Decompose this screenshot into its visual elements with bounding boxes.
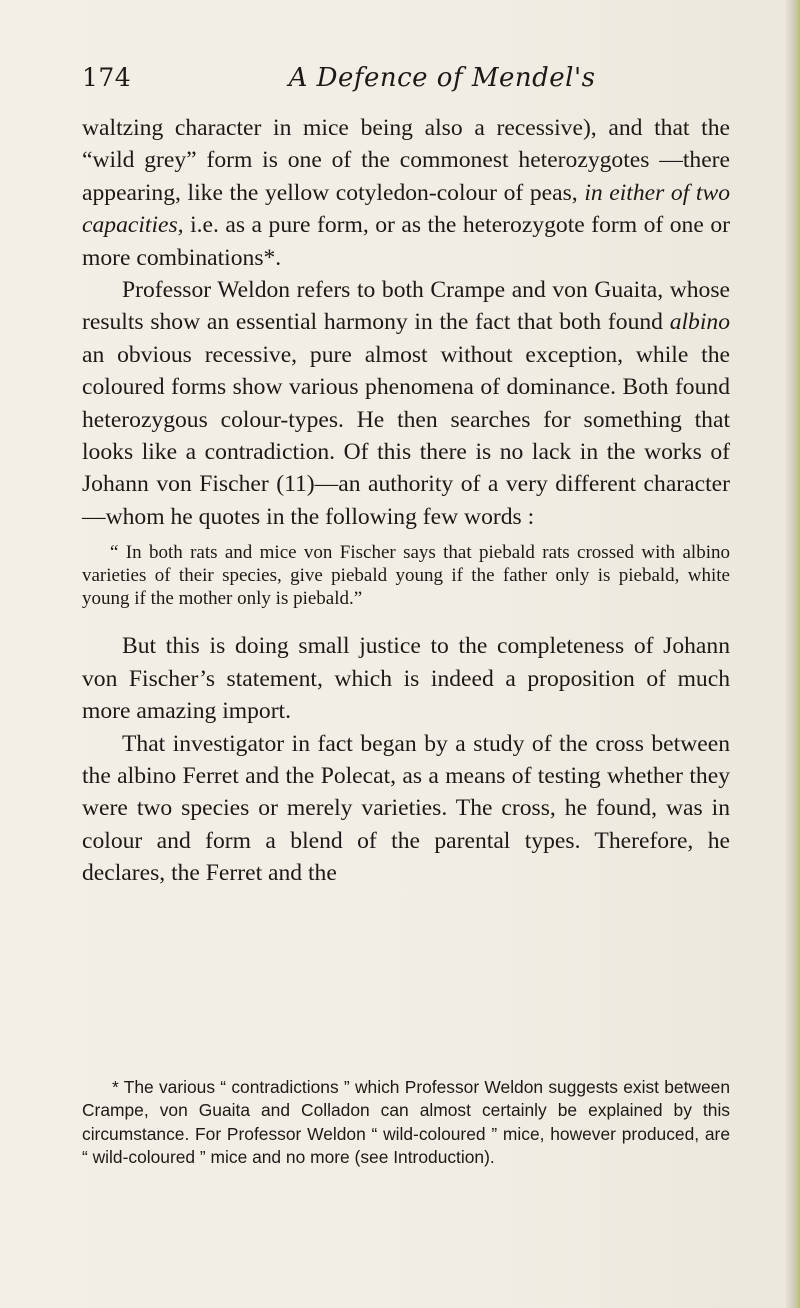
- block-quote: “ In both rats and mice von Fischer says that piebald rats crossed with albino varieties of their species, give piebald young if the father only is piebald, white young if the mother only is piebald.”: [82, 542, 730, 610]
- paragraph-1-emphasis: in either of two capacities,: [82, 179, 730, 239]
- footnote: [82, 1076, 730, 1170]
- page-edge: [786, 0, 800, 1308]
- page-header: [82, 60, 722, 100]
- paragraph-2-emphasis: albino: [669, 309, 730, 336]
- paragraph-4: That investigator in fact began by a study of the cross between the albino Ferret and the Polecat, as a means of testing whether they were two species or merely varieties. The cross, he found, was in colour and form a blend of the parental types. Therefore, he declares, the Ferret and the: [82, 730, 730, 887]
- paragraph-3: But this is doing small justice to the completeness of Johann von Fischer’s statement, which is indeed a proposition of much more amazing import.: [82, 633, 730, 725]
- running-title: A Defence of Mendel's: [288, 63, 596, 93]
- paragraph-1-text-a: waltzing character in mice being also a recessive), and that the “wild grey” form is one of the commonest heterozygotes —there appearing, like the yellow cotyledon-colour of peas,: [82, 115, 730, 206]
- page-number: 174: [82, 63, 132, 92]
- paragraph-1-text-b: i.e. as a pure form, or as the heterozygote form of one or more combinations*.: [82, 212, 730, 271]
- paragraph-1: [82, 112, 730, 274]
- body-text: [82, 112, 730, 890]
- paragraph-2-text-b: an obvious recessive, pure almost without exception, while the coloured forms show various phenomena of dominance. Both found heterozygous colour-types. He then searches for something that looks like a contradiction. Of this there is no lack in the works of Johann von Fischer (11)—an authority of a very different character—whom he quotes in the following few words :: [82, 341, 730, 530]
- paragraph-2: [82, 274, 730, 533]
- paragraph-2-text-a: Professor Weldon refers to both Crampe and von Guaita, whose results show an essential harmony in the fact that both found: [82, 277, 730, 336]
- footnote-text: * The various “ contradictions ” which Professor Weldon suggests exist between Crampe, von Guaita and Colladon can almost certainly be explained by this circumstance. For Professor Weldon “ wild-coloured ” mice, however produced, are “ wild-coloured ” mice and no more (see Introduction).: [82, 1077, 730, 1168]
